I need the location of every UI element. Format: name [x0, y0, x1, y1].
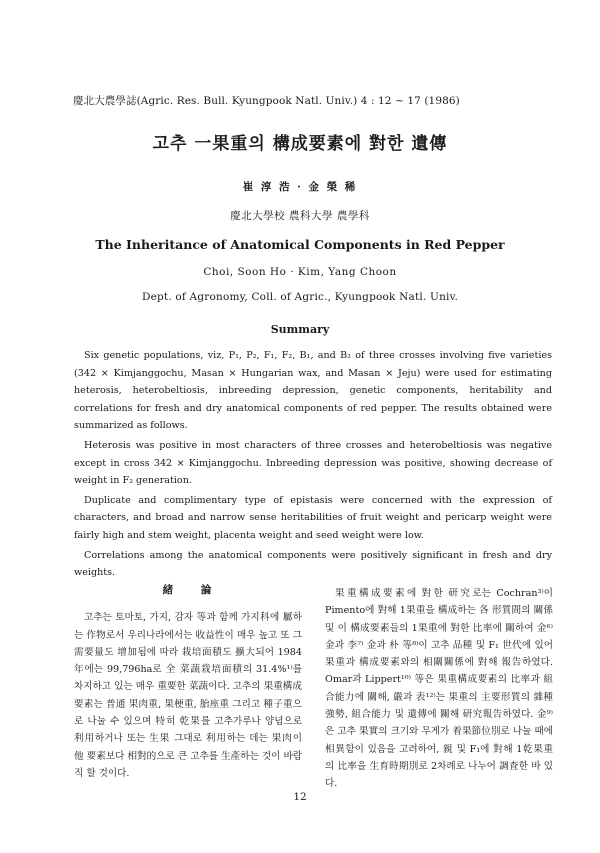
intro-right-column	[325, 585, 553, 793]
page-number: 12	[293, 791, 307, 803]
summary-paragraph: Six genetic populations, viz, P₁, P₂, F₁, F₂, B₁, and B₂ of three crosses involving five varieties (342 × Kimjanggochu, Masan × Hungarian wax, and Masan × Jeju) were used for estimating heterosis, heterobeltiosis, inbreeding depression, genetic components, heritability and correlations for fresh and dry anatomical components of red pepper. The results obtained were summarized as follows.	[74, 350, 552, 432]
summary-paragraph: Correlations among the anatomical components were positively significant in fresh and dry weights.	[74, 549, 552, 579]
english-authors: Choi, Soon Ho · Kim, Yang Choon	[203, 266, 397, 278]
korean-affiliation: 慶北大學校 農科大學 農學科	[230, 210, 370, 222]
english-affiliation: Dept. of Agronomy, Coll. of Agric., Kyungpook Natl. Univ.	[141, 291, 459, 303]
intro-left-column	[74, 582, 302, 782]
korean-authors: 崔 淳 浩 · 金 榮 稀	[242, 181, 358, 193]
korean-title: 고추 一果重의 構成要素에 對한 遺傳	[152, 134, 448, 154]
journal-citation: 慶北大農學誌(Agric. Res. Bull. Kyungpook Natl. Univ.) 4 : 12 ~ 17 (1986)	[73, 95, 460, 107]
english-title: The Inheritance of Anatomical Components in Red Pepper	[95, 237, 505, 252]
intro-right-text: 果重構成要素에 對한 研究로는 Cochran³⁾이 Pimento에 對해 1果重을 構成하는 各 形質間의 關係 및 이 構成要素들의 1果重에 對한 比率에 關하여 金⁶⁾ 金과 李⁷⁾ 金과 朴 等⁸⁾이 고추 品種 및 F₁ 世代에 있어 果重과 構成要素와의 相關關係에 對해 報告하였다. Omar과 Lippert¹⁰⁾ 等은 果重構成要素의 比率과 組合能力에 關해, 嚴과 表¹²⁾는 果重의 主要形質의 雜種強勢, 組合能力 및 遺傳에 關해 研究報告하였다. 金⁹⁾은 고추 果實의 크기와 무게가 着果節位別로 나눌 때에 相異함이 있음을 고려하여, 親 및 F₁에 對해 1乾果重의 比率을 生育時期別로 2차례로 나누어 調査한 바 있다.	[325, 588, 553, 790]
intro-left-text: 고추는 토마토, 가지, 감자 等과 함께 가지科에 屬하는 作物로서 우리나라에서는 收益性이 매우 높고 또 그 需要量도 增加됨에 따라 栽培面積도 擴大되어 1984年에는 99,796ha로 全 菜蔬栽培面積의 31.4%¹⁾를 차지하고 있는 매우 重要한 菜蔬이다. 고추의 果重構成要素는 普通 果肉重, 果梗重, 胎座重 그리고 種子重으로 나눌 수 있으며 特히 乾果를 고추가루나 양념으로 利用하거나 또는 生果 그대로 利用하는 데는 果肉이 他 要素보다 相對的으로 큰 고추를 生產하는 것이 바람직 할 것이다.	[74, 612, 302, 779]
summary-body	[74, 347, 552, 584]
summary-heading: Summary	[270, 323, 330, 336]
summary-paragraph: Heterosis was positive in most characters of three crosses and heterobeltiosis was negative except in cross 342 × Kimjanggochu. Inbreeding depression was positive, showing decrease of weight in F₂ generation.	[74, 439, 552, 487]
intro-heading: 緒 論	[162, 584, 224, 596]
summary-paragraph: Duplicate and complimentary type of epistasis were concerned with the expression of characters, and broad and narrow sense heritabilities of fruit weight and pericarp weight were fairly high and stem weight, placenta weight and seed weight were low.	[74, 494, 552, 541]
